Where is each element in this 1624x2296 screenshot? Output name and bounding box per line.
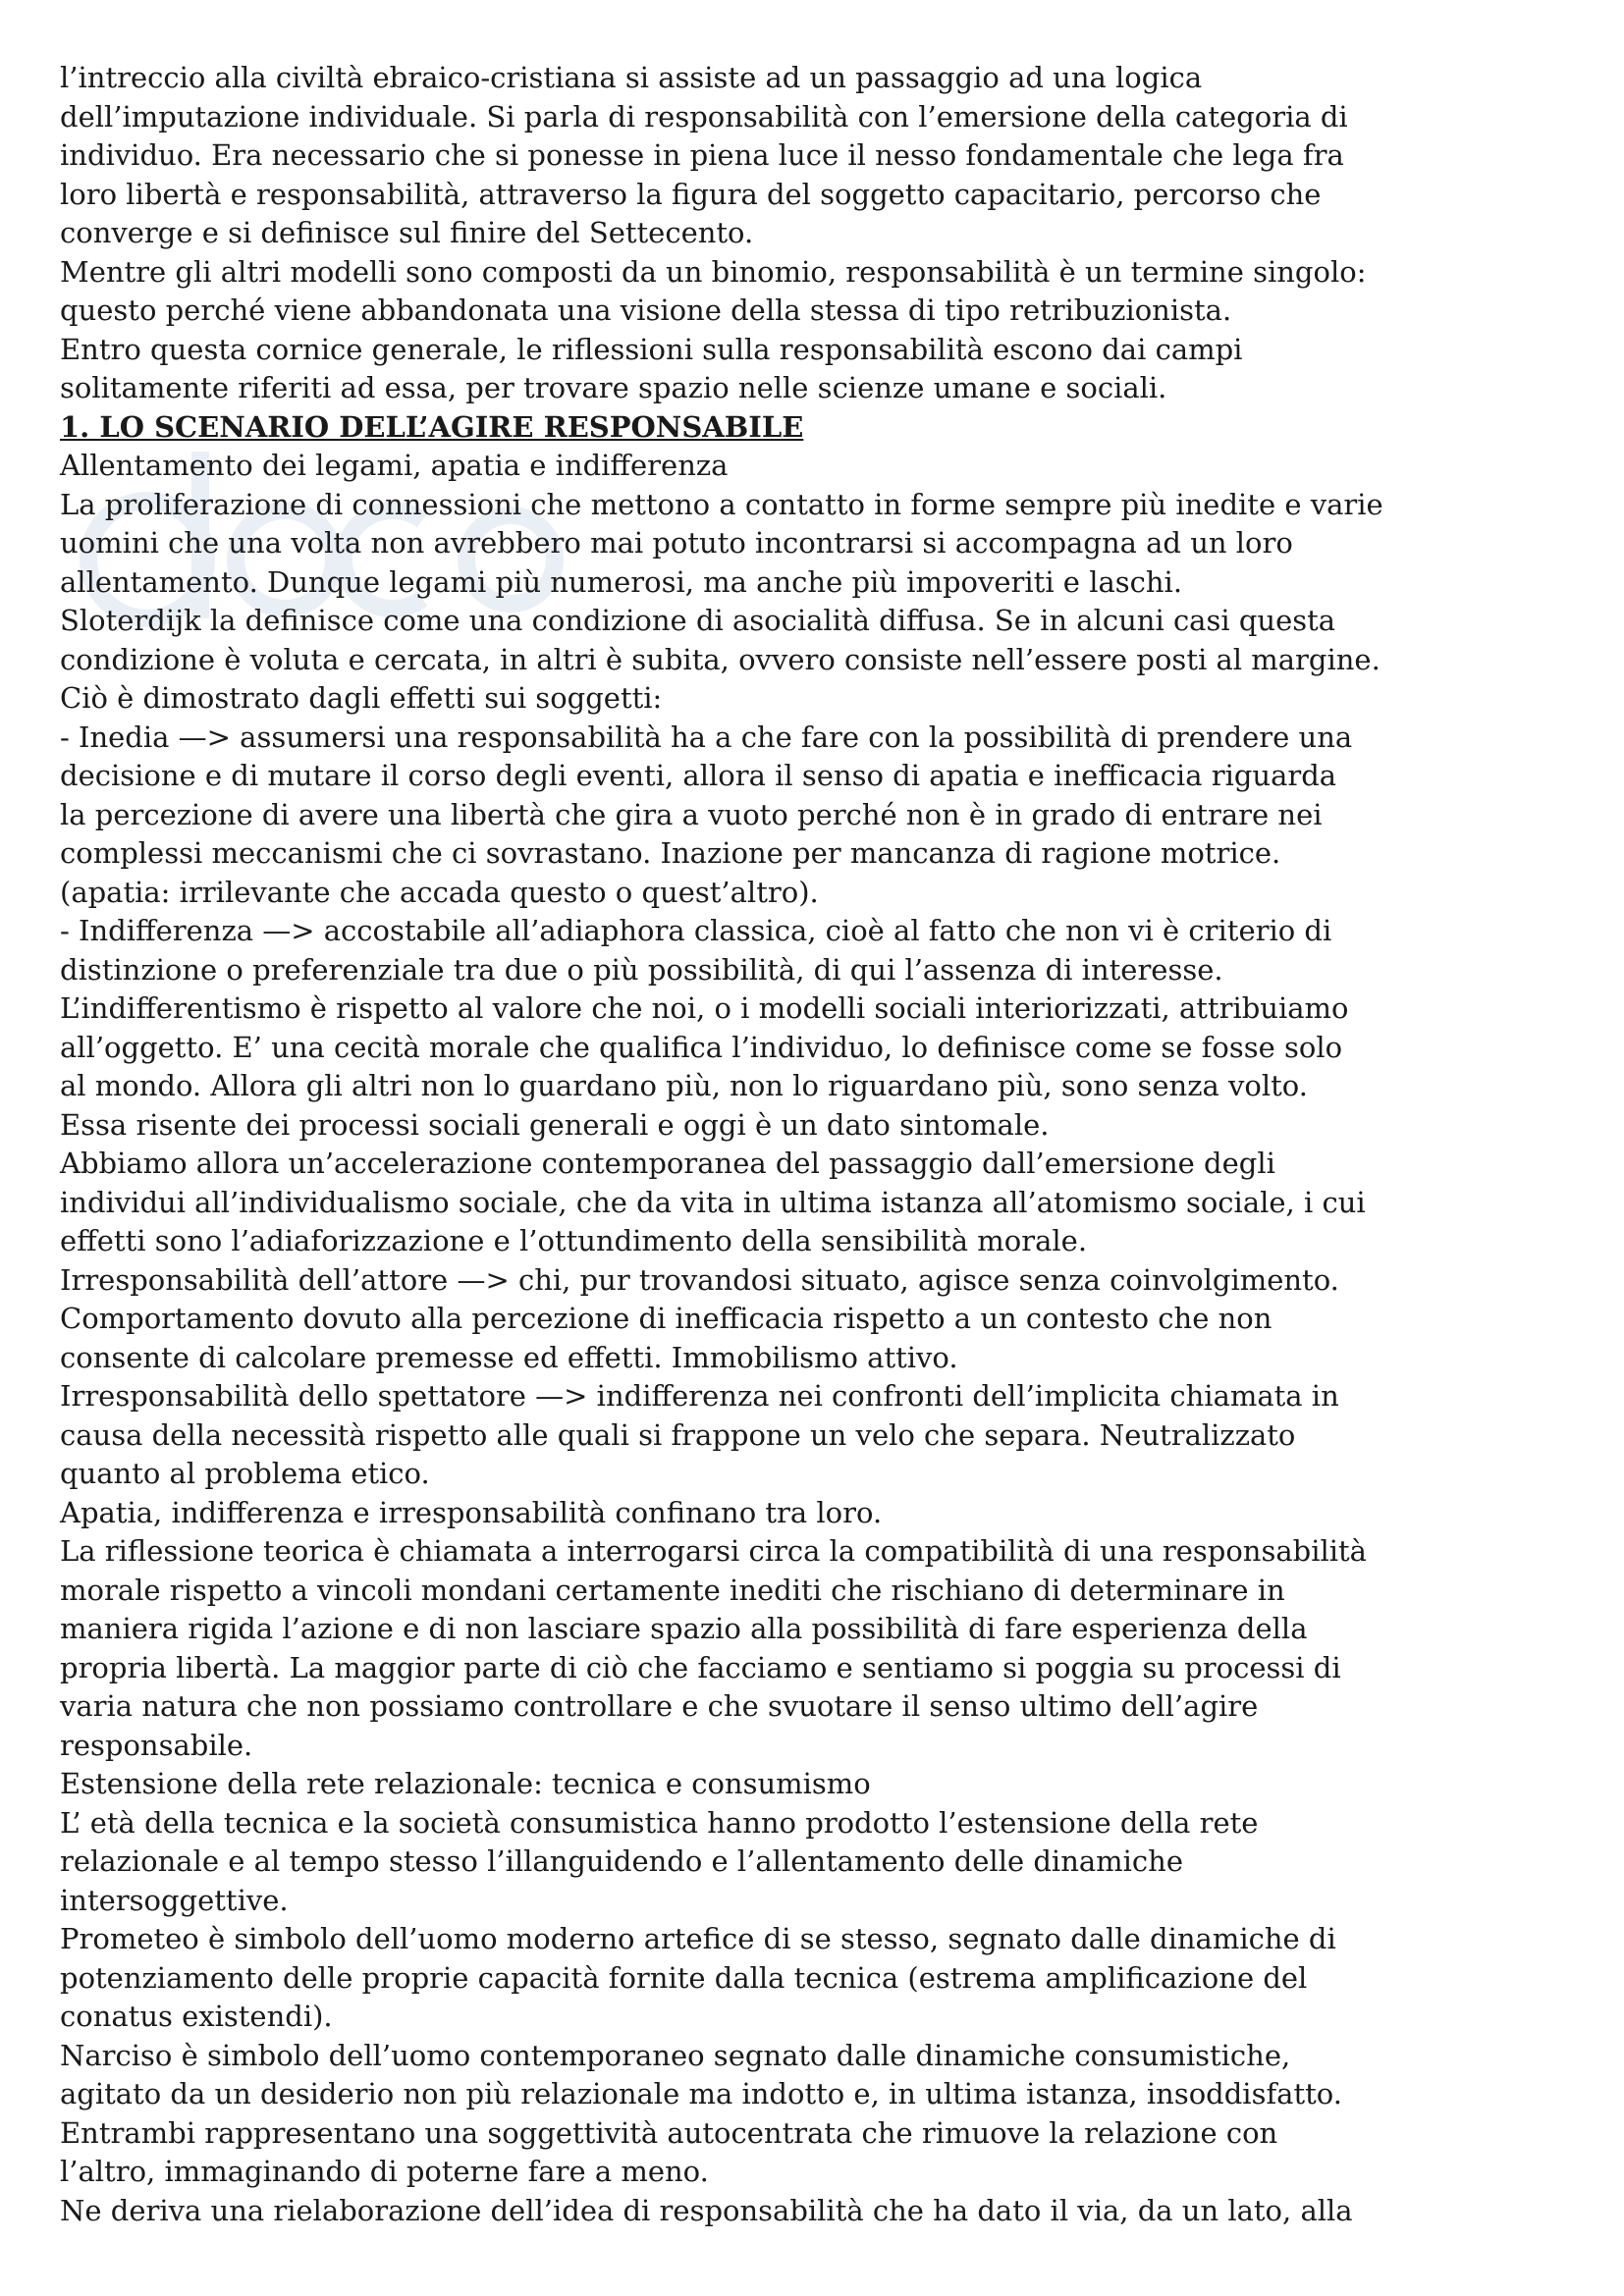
paragraph bbox=[60, 2037, 1572, 2114]
text-line: effetti sono l’adiaforizzazione e l’ottundimento della sensibilità morale. bbox=[60, 1224, 1088, 1257]
text-line: Narciso è simbolo dell’uomo contemporaneo segnato dalle dinamiche consumistiche, bbox=[60, 2038, 1291, 2072]
text-line: loro libertà e responsabilità, attraverso la figura del soggetto capacitario, percorso che bbox=[60, 177, 1322, 211]
text-line: al mondo. Allora gli altri non lo guardano più, non lo riguardano più, sono senza volto. bbox=[60, 1069, 1308, 1102]
paragraph bbox=[60, 2114, 1572, 2192]
text-line: distinzione o preferenziale tra due o più possibilità, di qui l’assenza di interesse. bbox=[60, 952, 1223, 987]
text-line: Essa risente dei processi sociali generali e oggi è un dato sintomale. bbox=[60, 1107, 1050, 1142]
text-line: 1. LO SCENARIO DELL’AGIRE RESPONSABILE bbox=[60, 409, 804, 444]
paragraph bbox=[60, 719, 1572, 913]
text-line: dell’imputazione individuale. Si parla di responsabilità con l’emersione della categoria di bbox=[60, 99, 1348, 133]
text-line: conatus existendi). bbox=[60, 2000, 333, 2033]
text-line: Irresponsabilità dello spettatore —> indifferenza nei confronti dell’implicita chiamata in bbox=[60, 1379, 1339, 1413]
text-line: all’oggetto. E’ una cecità morale che qualifica l’individuo, lo definisce come se fosse solo bbox=[60, 1030, 1343, 1064]
text-line: responsabile. bbox=[60, 1728, 253, 1762]
paragraph bbox=[60, 1804, 1572, 1921]
paragraph bbox=[60, 1920, 1572, 2037]
paragraph bbox=[60, 2192, 1572, 2231]
text-line: L’ età della tecnica e la società consumistica hanno prodotto l’estensione della rete bbox=[60, 1805, 1259, 1840]
text-line: relazionale e al tempo stesso l’illanguidendo e l’allentamento delle dinamiche bbox=[60, 1844, 1184, 1878]
text-line: causa della necessità rispetto alle quali si frappone un velo che separa. Neutralizzato bbox=[60, 1417, 1296, 1452]
paragraph bbox=[60, 1377, 1572, 1494]
text-line: uomini che una volta non avrebbero mai potuto incontrarsi si accompagna ad un loro bbox=[60, 526, 1293, 560]
text-line: potenziamento delle proprie capacità fornite dalla tecnica (estrema amplificazione del bbox=[60, 1960, 1308, 1995]
text-line: l’intreccio alla civiltà ebraico-cristiana si assiste ad un passaggio ad una logica bbox=[60, 61, 1203, 94]
text-line: La proliferazione di connessioni che mettono a contatto in forme sempre più inedite e varie bbox=[60, 487, 1383, 521]
text-line: quanto al problema etico. bbox=[60, 1457, 430, 1490]
text-line: varia natura che non possiamo controllare e che svuotare il senso ultimo dell’agire bbox=[60, 1689, 1259, 1723]
text-line: Abbiamo allora un’accelerazione contemporanea del passaggio dall’emersione degli bbox=[60, 1147, 1275, 1180]
text-line: Prometeo è simbolo dell’uomo moderno artefice di se stesso, segnato dalle dinamiche di bbox=[60, 1922, 1336, 1955]
paragraph bbox=[60, 1261, 1572, 1378]
text-line: individui all’individualismo sociale, che da vita in ultima istanza all’atomismo sociale, i cui bbox=[60, 1185, 1366, 1219]
paragraph bbox=[60, 1532, 1572, 1765]
paragraph bbox=[60, 912, 1572, 1145]
text-line: morale rispetto a vincoli mondani certamente inediti che rischiano di determinare in bbox=[60, 1573, 1285, 1607]
paragraph bbox=[60, 1494, 1572, 1533]
text-line: Allentamento dei legami, apatia e indifferenza bbox=[60, 449, 729, 482]
paragraph bbox=[60, 1145, 1572, 1261]
text-line: complessi meccanismi che ci sovrastano. Inazione per mancanza di ragione motrice. bbox=[60, 836, 1281, 870]
text-line: Entrambi rappresentano una soggettività autocentrata che rimuove la relazione con bbox=[60, 2115, 1278, 2150]
paragraph bbox=[60, 331, 1572, 408]
text-line: Mentre gli altri modelli sono composti da un binomio, responsabilità è un termine singolo: bbox=[60, 254, 1367, 289]
text-line: solitamente riferiti ad essa, per trovare spazio nelle scienze umane e sociali. bbox=[60, 371, 1167, 404]
text-line: la percezione di avere una libertà che gira a vuoto perché non è in grado di entrare nei bbox=[60, 797, 1323, 831]
text-line: Comportamento dovuto alla percezione di inefficacia rispetto a un contesto che non bbox=[60, 1302, 1272, 1335]
text-line: maniera rigida l’azione e di non lasciare spazio alla possibilità di fare esperienza della bbox=[60, 1612, 1308, 1645]
text-line: Ciò è dimostrato dagli effetti sui soggetti: bbox=[60, 681, 663, 715]
paragraph bbox=[60, 59, 1572, 253]
text-line: decisione e di mutare il corso degli eventi, allora il senso di apatia e inefficacia riguarda bbox=[60, 759, 1337, 792]
text-line: - Inedia —> assumersi una responsabilità ha a che fare con la possibilità di prendere una bbox=[60, 720, 1353, 754]
text-line: allentamento. Dunque legami più numerosi, ma anche più impoveriti e laschi. bbox=[60, 564, 1183, 599]
text-line: converge e si definisce sul finire del Settecento. bbox=[60, 216, 754, 249]
document-page bbox=[60, 59, 1572, 2230]
paragraph bbox=[60, 486, 1572, 603]
paragraph bbox=[60, 447, 1572, 486]
text-line: Ne deriva una rielaborazione dell’idea di responsabilità che ha dato il via, da un lato, alla bbox=[60, 2193, 1353, 2227]
section-heading bbox=[60, 408, 1572, 448]
text-line: Entro questa cornice generale, le riflessioni sulla responsabilità escono dai campi bbox=[60, 332, 1243, 366]
text-line: l’altro, immaginando di poterne fare a meno. bbox=[60, 2155, 709, 2188]
text-line: Apatia, indifferenza e irresponsabilità confinano tra loro. bbox=[60, 1495, 883, 1529]
text-line: intersoggettive. bbox=[60, 1883, 289, 1917]
text-line: propria libertà. La maggior parte di ciò che facciamo e sentiamo si poggia su processi di bbox=[60, 1650, 1341, 1684]
paragraph bbox=[60, 1765, 1572, 1804]
text-line: (apatia: irrilevante che accada questo o quest’altro). bbox=[60, 875, 819, 909]
text-line: Irresponsabilità dell’attore —> chi, pur trovandosi situato, agisce senza coinvolgimento. bbox=[60, 1262, 1339, 1297]
text-line: - Indifferenza —> accostabile all’adiaphora classica, cioè al fatto che non vi è criterio di bbox=[60, 914, 1332, 947]
text-line: Estensione della rete relazionale: tecnica e consumismo bbox=[60, 1767, 871, 1800]
paragraph bbox=[60, 253, 1572, 331]
text-line: L’indifferentismo è rispetto al valore che noi, o i modelli sociali interiorizzati, attribuiamo bbox=[60, 991, 1349, 1025]
text-line: agitato da un desiderio non più relazionale ma indotto e, in ultima istanza, insoddisfatto. bbox=[60, 2077, 1342, 2110]
text-line: consente di calcolare premesse ed effetti. Immobilismo attivo. bbox=[60, 1340, 958, 1374]
text-line: questo perché viene abbandonata una visione della stessa di tipo retribuzionista. bbox=[60, 294, 1232, 327]
text-line: condizione è voluta e cercata, in altri è subita, ovvero consiste nell’essere posti al margine. bbox=[60, 642, 1380, 676]
text-line: La riflessione teorica è chiamata a interrogarsi circa la compatibilità di una responsabilità bbox=[60, 1534, 1367, 1568]
text-line: individuo. Era necessario che si ponesse in piena luce il nesso fondamentale che lega fra bbox=[60, 138, 1344, 172]
text-line: Sloterdijk la definisce come una condizione di asocialità diffusa. Se in alcuni casi questa bbox=[60, 604, 1336, 637]
paragraph bbox=[60, 602, 1572, 719]
